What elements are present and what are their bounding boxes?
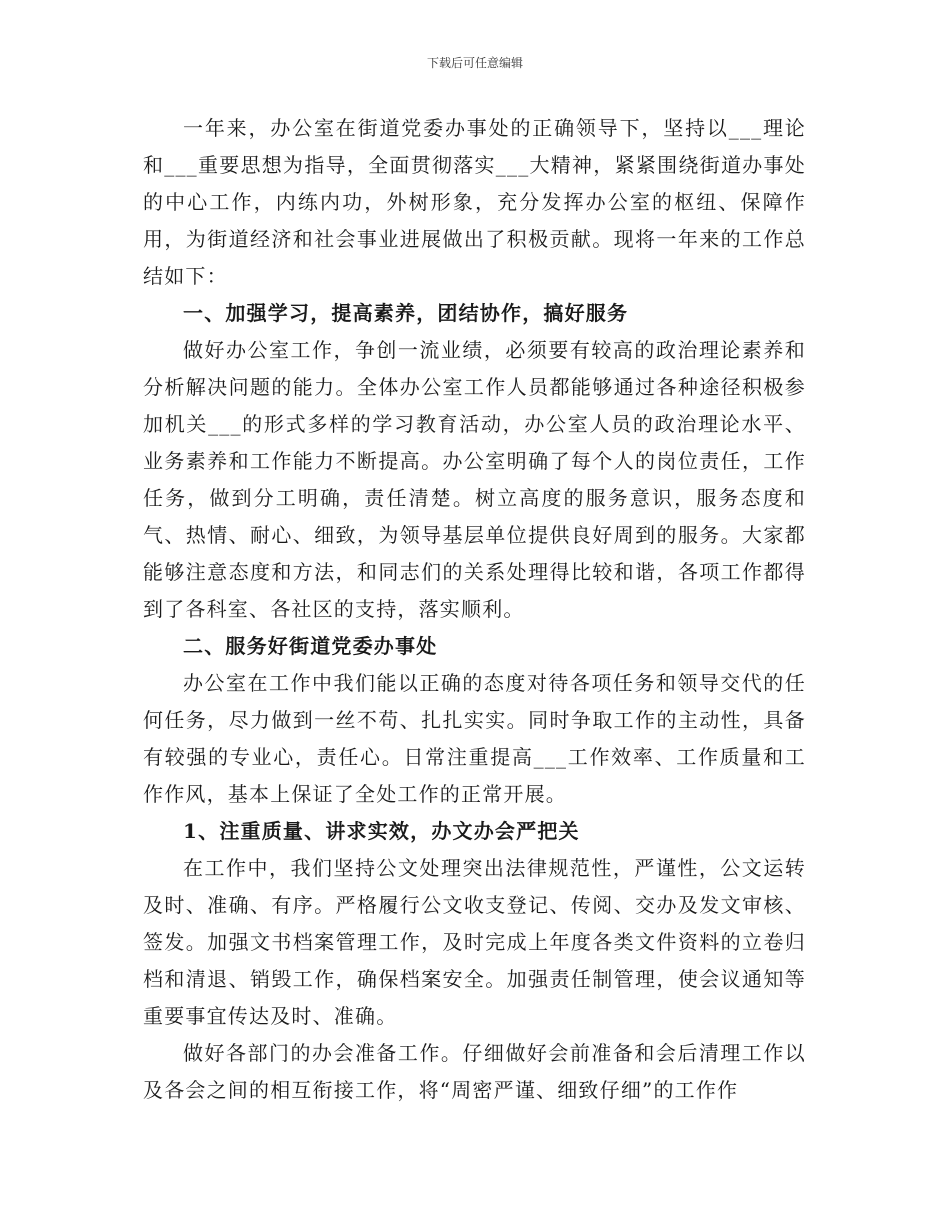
page-header: 下载后可任意编辑 (426, 56, 523, 70)
paragraph-subsection-1: 在工作中，我们坚持公文处理突出法律规范性，严谨性，公文运转及时、准确、有序。严格履行公文收支登记、传阅、交办及发文审核、签发。加强文书档案管理工作，及时完成上年度各类文件资料的立卷归档和清退、销毁工作，确保档案安全。加强责任制管理，使会议通知等重要事宜传达及时、准确。 (143, 856, 806, 1028)
paragraph-section-2: 办公室在工作中我们能以正确的态度对待各项任务和领导交代的任何任务，尽力做到一丝不苟、扎扎实实。同时争取工作的主动性，具备有较强的专业心，责任心。日常注重提高___工作效率、工作质量和工作作风，基本上保证了全处工作的正常开展。 (143, 671, 806, 806)
paragraph-meeting-prep: 做好各部门的办会准备工作。仔细做好会前准备和会后清理工作以及各会之间的相互衔接工作，将“周密严谨、细致仔细”的工作作 (143, 1041, 806, 1102)
paragraph-section-1: 做好办公室工作，争创一流业绩，必须要有较高的政治理论素养和分析解决问题的能力。全体办公室工作人员都能够通过各种途径积极参加机关___的形式多样的学习教育活动，办公室人员的政治理论水平、业务素养和工作能力不断提高。办公室明确了每个人的岗位责任，工作任务，做到分工明确，责任清楚。树立高度的服务意识，服务态度和气、热情、耐心、细致，为领导基层单位提供良好周到的服务。大家都能够注意态度和方法，和同志们的关系处理得比较和谐，各项工作都得到了各科室、各社区的支持，落实顺利。 (143, 338, 806, 621)
document-body (143, 110, 806, 1109)
section-heading-1: 一、加强学习，提高素养，团结协作，搞好服务 (183, 301, 629, 325)
subsection-heading-1: 1、注重质量、讲求实效，办文办会严把关 (183, 819, 580, 843)
section-heading-2: 二、服务好街道党委办事处 (183, 634, 438, 658)
paragraph-intro: 一年来，办公室在街道党委办事处的正确领导下，坚持以___理论和___重要思想为指导，全面贯彻落实___大精神，紧紧围绕街道办事处的中心工作，内练内功，外树形象，充分发挥办公室的枢纽、保障作用，为街道经济和社会事业进展做出了积极贡献。现将一年来的工作总结如下： (143, 116, 806, 288)
